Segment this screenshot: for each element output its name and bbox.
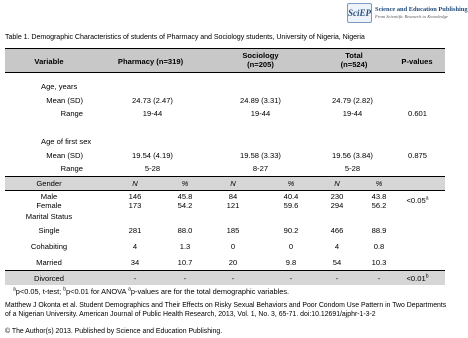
header-pharmacy: Pharmacy (n=319) <box>117 57 184 66</box>
table-cell: 10.3 <box>371 258 387 267</box>
demographics-table <box>5 48 445 284</box>
table-cell: 90.2 <box>283 226 299 235</box>
table-cell: 281 <box>128 226 142 235</box>
marital-pvalue <box>395 274 440 283</box>
marital-cohabiting-label: Cohabiting <box>30 242 68 251</box>
table-header-row <box>5 49 445 73</box>
table-cell: 9.8 <box>285 258 297 267</box>
table-cell: 84 <box>228 192 238 201</box>
age-mean-pharmacy: 24.73 (2.47) <box>132 96 173 105</box>
table-cell: 4 <box>132 242 138 251</box>
table-cell: 56.2 <box>371 201 387 210</box>
first-sex-range-sociology: 8-27 <box>252 164 269 173</box>
marital-single-label: Single <box>38 226 60 235</box>
table-cell: 45.8 <box>177 192 193 201</box>
marital-status-label: Marital Status <box>25 212 73 221</box>
table-cell: 43.8 <box>371 192 387 201</box>
table-cell: 121 <box>226 201 240 210</box>
footnote-text-b: p<0.01 for ANOVA <box>66 287 129 296</box>
divider <box>5 270 445 271</box>
table-cell: 88.0 <box>177 226 193 235</box>
age-mean-sociology: 24.89 (3.31) <box>240 96 281 105</box>
footnote-sup-c: a <box>128 286 131 293</box>
publisher-name: Science and Education Publishing <box>375 5 468 13</box>
header-variable: Variable <box>34 57 64 66</box>
header-sociology-line1: Sociology <box>242 51 279 60</box>
table-cell: 294 <box>330 201 344 210</box>
header-sociology-line2: (n=205) <box>247 60 274 69</box>
col-n-total: N <box>334 179 340 188</box>
age-mean-label: Mean (SD) <box>46 96 83 105</box>
table-cell: 40.4 <box>283 192 299 201</box>
footnote-text-a: p<0.05, t-test; <box>15 287 64 296</box>
first-sex-mean-total: 19.56 (3.84) <box>332 151 373 160</box>
first-sex-range-label: Range <box>60 164 83 173</box>
table-cell: 54 <box>332 258 342 267</box>
table-cell: - <box>183 274 187 283</box>
logo-text <box>375 7 468 20</box>
table-cell: 10.7 <box>177 258 193 267</box>
table-cell: 54.2 <box>177 201 193 210</box>
age-pvalue: 0.601 <box>407 109 427 118</box>
gender-label: Gender <box>36 179 62 188</box>
age-range-label: Range <box>60 109 83 118</box>
copyright-notice: © The Author(s) 2013. Published by Science and Education Publishing. <box>5 328 223 335</box>
age-range-total: 19-44 <box>342 109 363 118</box>
table-cell: 185 <box>226 226 240 235</box>
table-cell: 466 <box>330 226 344 235</box>
col-pct-pharmacy: % <box>181 179 189 188</box>
marital-divorced-label: Divorced <box>34 274 64 283</box>
publisher-tagline: From Scientific Research to Knowledge <box>375 13 448 19</box>
article-citation: Matthew J Okonta et al. Student Demographics and Their Effects on Risky Sexual Behaviors and Poor Condom Use Pattern in Two Departments of a Nigerian University. American Journal of Public Health Research, 2013, Vol. 1, No. 3, 65-71. doi:10.12691/ajphr-1-3-2 <box>5 302 447 318</box>
age-range-sociology: 19-44 <box>250 109 271 118</box>
first-sex-range-total: 5-28 <box>344 164 361 173</box>
table-cell: 230 <box>330 192 344 201</box>
age-mean-total: 24.79 (2.82) <box>332 96 373 105</box>
marital-married-label: Married <box>36 258 62 267</box>
divider <box>5 190 445 191</box>
footnote-sup-a: a <box>13 286 16 293</box>
table-cell: 146 <box>128 192 142 201</box>
first-sex-mean-label: Mean (SD) <box>46 151 83 160</box>
gender-pvalue-text: <0.05 <box>406 196 426 205</box>
marital-pvalue-sup: b <box>425 273 429 280</box>
table-cell: - <box>377 274 381 283</box>
header-pvalues: P-values <box>401 57 433 66</box>
publisher-logo <box>347 2 468 24</box>
marital-pvalue-text: <0.01 <box>406 274 426 283</box>
first-sex-label: Age of first sex <box>41 137 92 146</box>
divider <box>5 176 445 177</box>
table-cell: 0 <box>288 242 294 251</box>
first-sex-pvalue: 0.875 <box>407 151 427 160</box>
first-sex-mean-sociology: 19.58 (3.33) <box>240 151 281 160</box>
first-sex-range-pharmacy: 5-28 <box>144 164 161 173</box>
gender-male-label: Male <box>40 192 58 201</box>
header-total-line2: (n=524) <box>340 60 368 69</box>
first-sex-mean-pharmacy: 19.54 (4.19) <box>132 151 173 160</box>
table-caption: Table 1. Demographic Characteristics of students of Pharmacy and Sociology students, University of Nigeria, Nigeria <box>5 33 365 41</box>
age-range-pharmacy: 19-44 <box>142 109 163 118</box>
table-cell: 0.8 <box>373 242 385 251</box>
sciep-logo-mark: SciEP <box>347 3 372 23</box>
table-cell: 20 <box>228 258 238 267</box>
header-total-line1: Total <box>345 51 363 60</box>
table-cell: - <box>289 274 293 283</box>
footnote-text-c: p-values are for the total demographic variables. <box>130 287 290 296</box>
table-cell: 4 <box>334 242 340 251</box>
table-cell: 34 <box>130 258 140 267</box>
gender-pvalue <box>395 196 440 205</box>
table-footnote <box>13 287 289 296</box>
gender-female-label: Female <box>36 201 62 210</box>
col-pct-total: % <box>375 179 383 188</box>
table-cell: - <box>335 274 339 283</box>
footnote-sup-b: b <box>63 286 67 293</box>
table-cell: 173 <box>128 201 142 210</box>
col-n-sociology: N <box>230 179 236 188</box>
table-cell: - <box>133 274 137 283</box>
table-cell: 1.3 <box>179 242 191 251</box>
header-total <box>313 51 395 69</box>
age-label: Age, years <box>41 82 78 91</box>
col-n-pharmacy: N <box>132 179 138 188</box>
table-cell: 59.6 <box>283 201 299 210</box>
col-pct-sociology: % <box>287 179 295 188</box>
table-cell: 88.9 <box>371 226 387 235</box>
table-cell: - <box>231 274 235 283</box>
header-sociology <box>208 51 313 69</box>
gender-pvalue-sup: a <box>425 195 429 202</box>
table-cell: 0 <box>230 242 236 251</box>
